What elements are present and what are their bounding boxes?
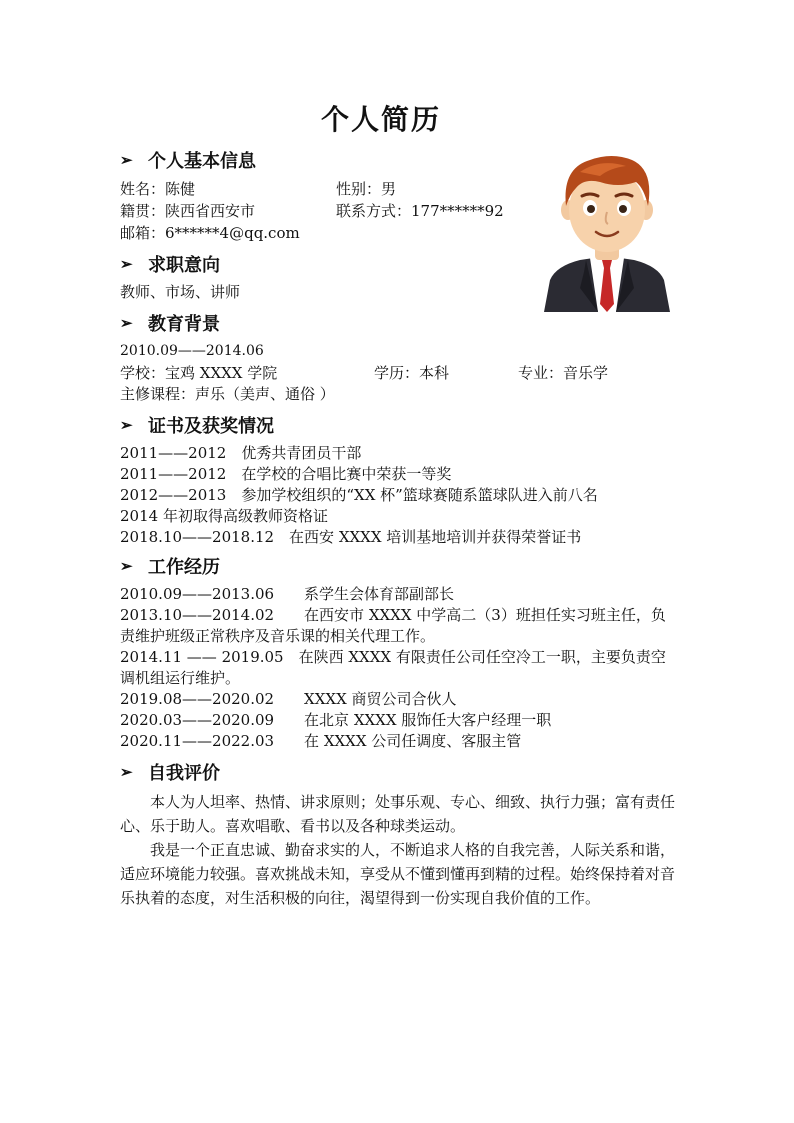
- major-field: 专业：音乐学: [518, 364, 609, 382]
- education-period: 2010.09——2014.06: [120, 343, 264, 359]
- section-heading: 教育背景: [148, 314, 220, 335]
- arrow-head-icon: ➢: [120, 763, 133, 781]
- section-heading: 求职意向: [148, 255, 220, 276]
- list-item: 2012——2013 参加学校组织的“XX 杯”篮球赛随系篮球队进入前八名: [120, 486, 598, 504]
- section-education: [120, 311, 675, 405]
- section-heading: 证书及获奖情况: [148, 416, 274, 437]
- email-field: 邮箱：6******4@qq.com: [120, 224, 300, 242]
- name-field: 姓名：陈健: [120, 180, 196, 198]
- list-item: 2014.11 —— 2019.05 在陕西 XXXX 有限责任公司任空冷工一职，主要负责空调机组运行维护。: [120, 648, 666, 687]
- section-job-intent: [120, 252, 675, 303]
- section-basic-info: [120, 148, 675, 244]
- arrow-head-icon: ➢: [120, 557, 133, 575]
- section-work-experience: [120, 554, 675, 752]
- section-self-evaluation: [120, 760, 675, 910]
- list-item: 2020.03——2020.09 在北京 XXXX 服饰任大客户经理一职: [120, 711, 552, 729]
- section-heading: 工作经历: [148, 557, 220, 578]
- arrow-head-icon: ➢: [120, 151, 133, 169]
- self-eval-paragraph: 本人为人坦率、热情、讲求原则；处事乐观、专心、细致、执行力强；富有责任心、乐于助人。喜欢唱歌、看书以及各种球类运动。: [120, 793, 676, 835]
- list-item: 2019.08——2020.02 XXXX 商贸公司合伙人: [120, 690, 457, 708]
- section-awards: [120, 413, 675, 548]
- degree-field: 学历：本科: [374, 364, 450, 382]
- section-heading: 自我评价: [148, 763, 220, 784]
- contact-field: 联系方式：177******92: [336, 202, 504, 220]
- list-item: 2018.10——2018.12 在西安 XXXX 培训基地培训并获得荣誉证书: [120, 528, 582, 546]
- list-item: 2011——2012 优秀共青团员干部: [120, 444, 362, 462]
- resume-content: [120, 148, 675, 910]
- school-field: 学校：宝鸡 XXXX 学院: [120, 364, 278, 382]
- self-eval-paragraph: 我是一个正直忠诚、勤奋求实的人，不断追求人格的自我完善，人际关系和谐，适应环境能力较强。喜欢挑战未知，享受从不懂到懂再到精的过程。始终保持着对音乐执着的态度，对生活积极的向往，渴望得到一份实现自我价值的工作。: [120, 841, 676, 907]
- list-item: 2020.11——2022.03 在 XXXX 公司任调度、客服主管: [120, 732, 522, 750]
- job-intent-text: 教师、市场、讲师: [120, 283, 241, 301]
- gender-field: 性别：男: [336, 180, 397, 198]
- list-item: 2010.09——2013.06 系学生会体育部副部长: [120, 585, 455, 603]
- list-item: 2011——2012 在学校的合唱比赛中荣获一等奖: [120, 465, 452, 483]
- list-item: 2013.10——2014.02 在西安市 XXXX 中学高二（3）班担任实习班主任，负责维护班级正常秩序及音乐课的相关代理工作。: [120, 606, 666, 645]
- arrow-head-icon: ➢: [120, 255, 133, 273]
- list-item: 2014 年初取得高级教师资格证: [120, 507, 328, 525]
- arrow-head-icon: ➢: [120, 416, 133, 434]
- arrow-head-icon: ➢: [120, 314, 133, 332]
- section-heading: 个人基本信息: [148, 151, 256, 172]
- courses-field: 主修课程：声乐（美声、通俗 ）: [120, 385, 335, 403]
- origin-field: 籍贯：陕西省西安市: [120, 202, 256, 220]
- page-title: 个人简历: [320, 103, 441, 136]
